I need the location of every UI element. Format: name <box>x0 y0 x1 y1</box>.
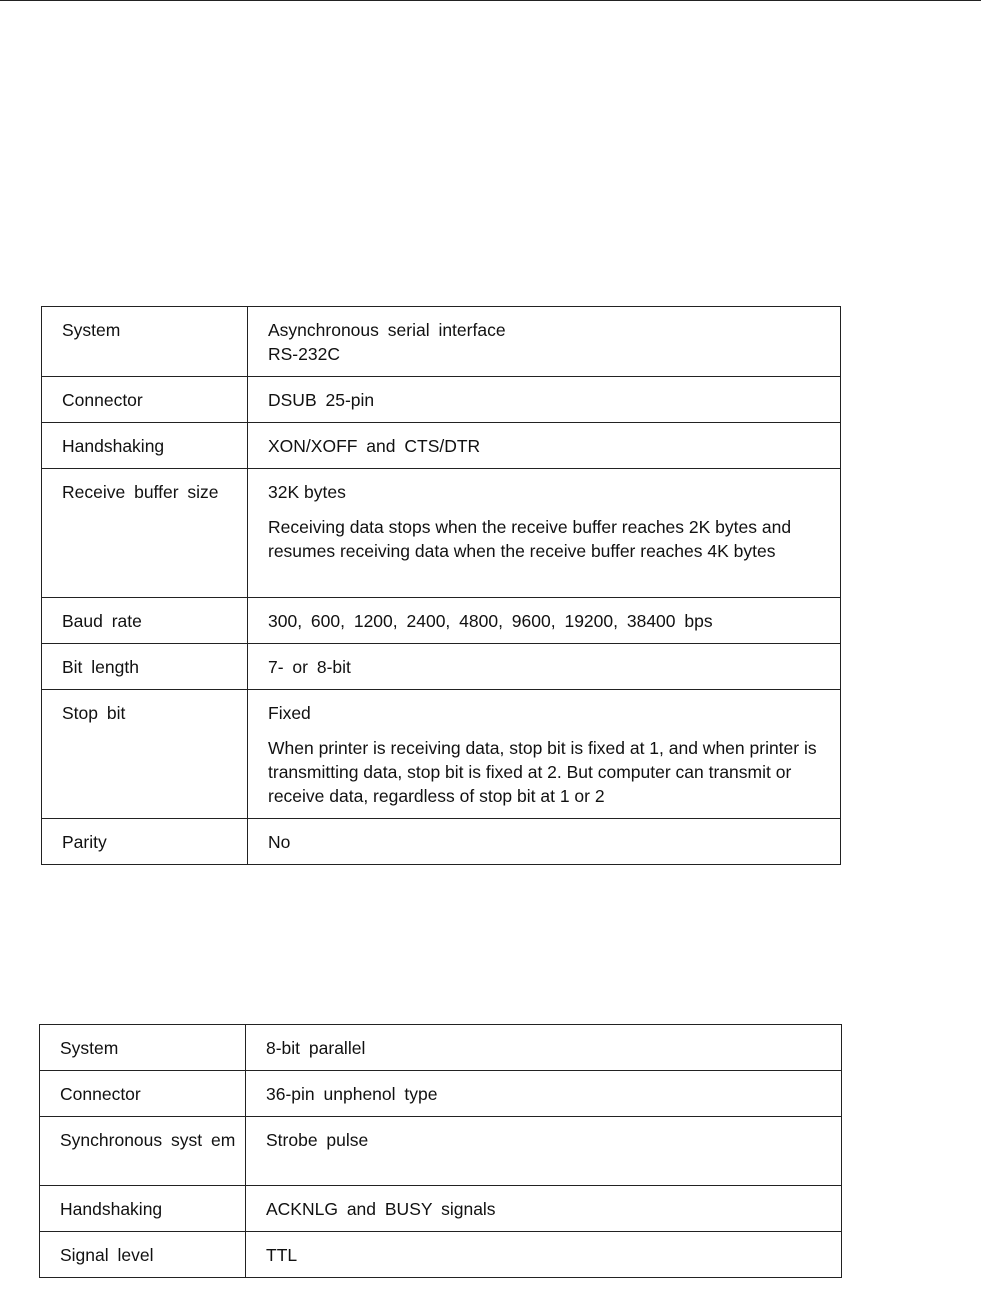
spec-value: 36-pin unphenol type <box>246 1071 842 1117</box>
table-row <box>42 377 841 423</box>
parallel-interface-spec-table <box>39 1024 842 1278</box>
spec-value: 7- or 8-bit <box>248 644 841 690</box>
spec-label: Baud rate <box>42 598 248 644</box>
spec-value-line: Asynchronous serial interface <box>268 320 506 340</box>
table-row <box>40 1232 842 1278</box>
spec-label: Parity <box>42 819 248 865</box>
spec-value-note: When printer is receiving data, stop bit is fixed at 1, and when printer is transmitting data, stop bit is fixed at 2. But computer can transmit or receive data, regardless of stop bit at 1 or 2 <box>268 738 817 806</box>
spec-value-main: 32K bytes <box>268 482 346 502</box>
spec-value-line: RS-232C <box>268 344 340 364</box>
serial-interface-spec-table <box>41 306 841 865</box>
spec-value: 300, 600, 1200, 2400, 4800, 9600, 19200, 38400 bps <box>248 598 841 644</box>
spec-label: Signal level <box>40 1232 246 1278</box>
table-row <box>42 598 841 644</box>
spec-label: Stop bit <box>42 690 248 819</box>
table-row <box>42 423 841 469</box>
table-row <box>40 1071 842 1117</box>
table-row <box>40 1117 842 1186</box>
spec-value: ACKNLG and BUSY signals <box>246 1186 842 1232</box>
spec-value <box>248 307 841 377</box>
spec-value-note: Receiving data stops when the receive buffer reaches 2K bytes and resumes receiving data when the receive buffer reaches 4K bytes <box>268 517 792 561</box>
spec-value: 8-bit parallel <box>246 1025 842 1071</box>
spec-value-main: Fixed <box>268 703 311 723</box>
table-row <box>40 1186 842 1232</box>
spec-value: DSUB 25-pin <box>248 377 841 423</box>
spec-label: Bit length <box>42 644 248 690</box>
table-row <box>42 307 841 377</box>
spec-label: System <box>40 1025 246 1071</box>
table-row <box>42 819 841 865</box>
spec-label: Connector <box>40 1071 246 1117</box>
spec-value: Strobe pulse <box>246 1117 842 1186</box>
page-top-rule <box>0 0 981 1</box>
spec-label: Handshaking <box>42 423 248 469</box>
table-row <box>42 690 841 819</box>
spec-label: Synchronous syst em <box>40 1117 246 1186</box>
table-row <box>42 644 841 690</box>
spec-value <box>248 690 841 819</box>
spec-label: Receive buffer size <box>42 469 248 598</box>
spec-value <box>248 469 841 598</box>
spec-label: Connector <box>42 377 248 423</box>
spec-value: No <box>248 819 841 865</box>
table-row <box>42 469 841 598</box>
spec-label: System <box>42 307 248 377</box>
spec-value: TTL <box>246 1232 842 1278</box>
spec-label: Handshaking <box>40 1186 246 1232</box>
table-row <box>40 1025 842 1071</box>
spec-value: XON/XOFF and CTS/DTR <box>248 423 841 469</box>
